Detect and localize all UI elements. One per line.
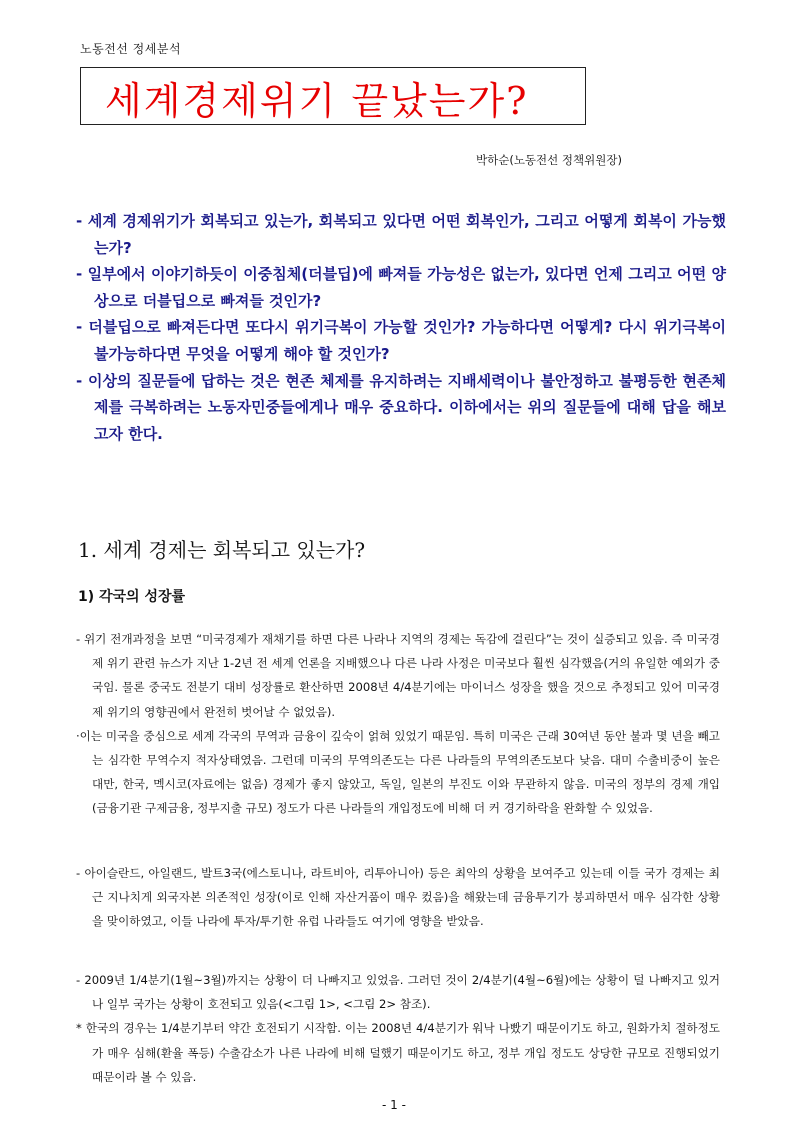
- body-block-1: [76, 627, 720, 821]
- section-heading: 1. 세계 경제는 회복되고 있는가?: [78, 538, 366, 562]
- paragraph: ·이는 미국을 중심으로 세계 각국의 무역과 금융이 깊숙이 얽혀 있었기 때문임. 특히 미국은 근래 30여년 동안 불과 몇 년을 빼고는 심각한 무역수지 적자상태였음. 그런데 미국의 무역의존도는 다른 나라들의 무역의존도보다 낮음. 대미 수출비중이 높은 대만, 한국, 멕시코(자료에는 없음) 경제가 좋지 않았고, 독일, 일본의 부진도 이와 무관하지 않음. 미국의 정부의 경제 개입(금융기관 구제금융, 정부지출 규모) 정도가 다른 나라들의 개입정도에 비해 더 커 경기하락을 완화할 수 있었음.: [76, 728, 720, 816]
- subsection-heading: 1) 각국의 성장률: [78, 589, 186, 605]
- question-item: - 일부에서 이야기하듯이 이중침체(더블딥)에 빠져들 가능성은 없는가, 있다면 언제 그리고 어떤 양상으로 더블딥으로 빠져들 것인가?: [76, 265, 726, 310]
- question-list: [76, 208, 726, 447]
- question-item: - 이상의 질문들에 답하는 것은 현존 체제를 유지하려는 지배세력이나 불안정하고 불평등한 현존체제를 극복하려는 노동자민중들에게나 매우 중요하다. 이하에서는 위의 질문들에 대해 답을 해보고자 한다.: [76, 371, 726, 443]
- body-block-3: [76, 968, 720, 1089]
- paragraph: - 아이슬란드, 아일랜드, 발트3국(에스토니나, 라트비아, 리투아니아) 등은 최악의 상황을 보여주고 있는데 이들 국가 경제는 최근 지나치게 외국자본 의존적인 성장(이로 인해 자산거품이 매우 컸음)을 해왔는데 금융투기가 붕괴하면서 매우 심각한 상황을 맞이하였고, 이들 나라에 투자/투기한 유럽 나라들도 여기에 영향을 받았음.: [76, 866, 720, 929]
- title-box: [80, 67, 586, 125]
- body-block-2: [76, 861, 720, 934]
- paragraph: * 한국의 경우는 1/4분기부터 약간 호전되기 시작함. 이는 2008년 4/4분기가 워낙 나빴기 때문이기도 하고, 원화가치 절하정도가 매우 심해(환율 폭등) 수출감소가 나른 나라에 비해 덜했기 때문이기도 하고, 정부 개입 정도도 상당한 규모로 진행되었기 때문이라 볼 수 있음.: [76, 1021, 720, 1084]
- document-title: 세계경제위기 끝났는가?: [105, 79, 529, 123]
- document-header: 노동전선 정세분석: [80, 42, 182, 56]
- author-line: 박하순(노동전선 정책위원장): [476, 153, 622, 167]
- page-number: - 1 -: [382, 1098, 406, 1112]
- paragraph: - 위기 전개과정을 보면 “미국경제가 재채기를 하면 다른 나라나 지역의 경제는 독감에 걸린다”는 것이 실증되고 있음. 즉 미국경제 위기 관련 뉴스가 지난 1-2년 전 세계 언론을 지배했으나 다른 나라 사정은 미국보다 훨씬 심각했음(거의 유일한 예외가 중국임. 물론 중국도 전분기 대비 성장률로 환산하면 2008년 4/4분기에는 마이너스 성장을 했을 것으로 추정되고 있어 미국경제 위기의 영향권에서 완전히 벗어날 수 없었음).: [76, 632, 720, 719]
- question-item: - 세계 경제위기가 회복되고 있는가, 회복되고 있다면 어떤 회복인가, 그리고 어떻게 회복이 가능했는가?: [76, 212, 726, 257]
- question-item: - 더블딥으로 빠져든다면 또다시 위기극복이 가능할 것인가? 가능하다면 어떻게? 다시 위기극복이 불가능하다면 무엇을 어떻게 해야 할 것인가?: [76, 318, 726, 363]
- paragraph: - 2009년 1/4분기(1월~3월)까지는 상황이 더 나빠지고 있었음. 그러던 것이 2/4분기(4월~6월)에는 상황이 덜 나빠지고 있거나 일부 국가는 상황이 호전되고 있음(<그림 1>, <그림 2> 참조).: [76, 973, 720, 1012]
